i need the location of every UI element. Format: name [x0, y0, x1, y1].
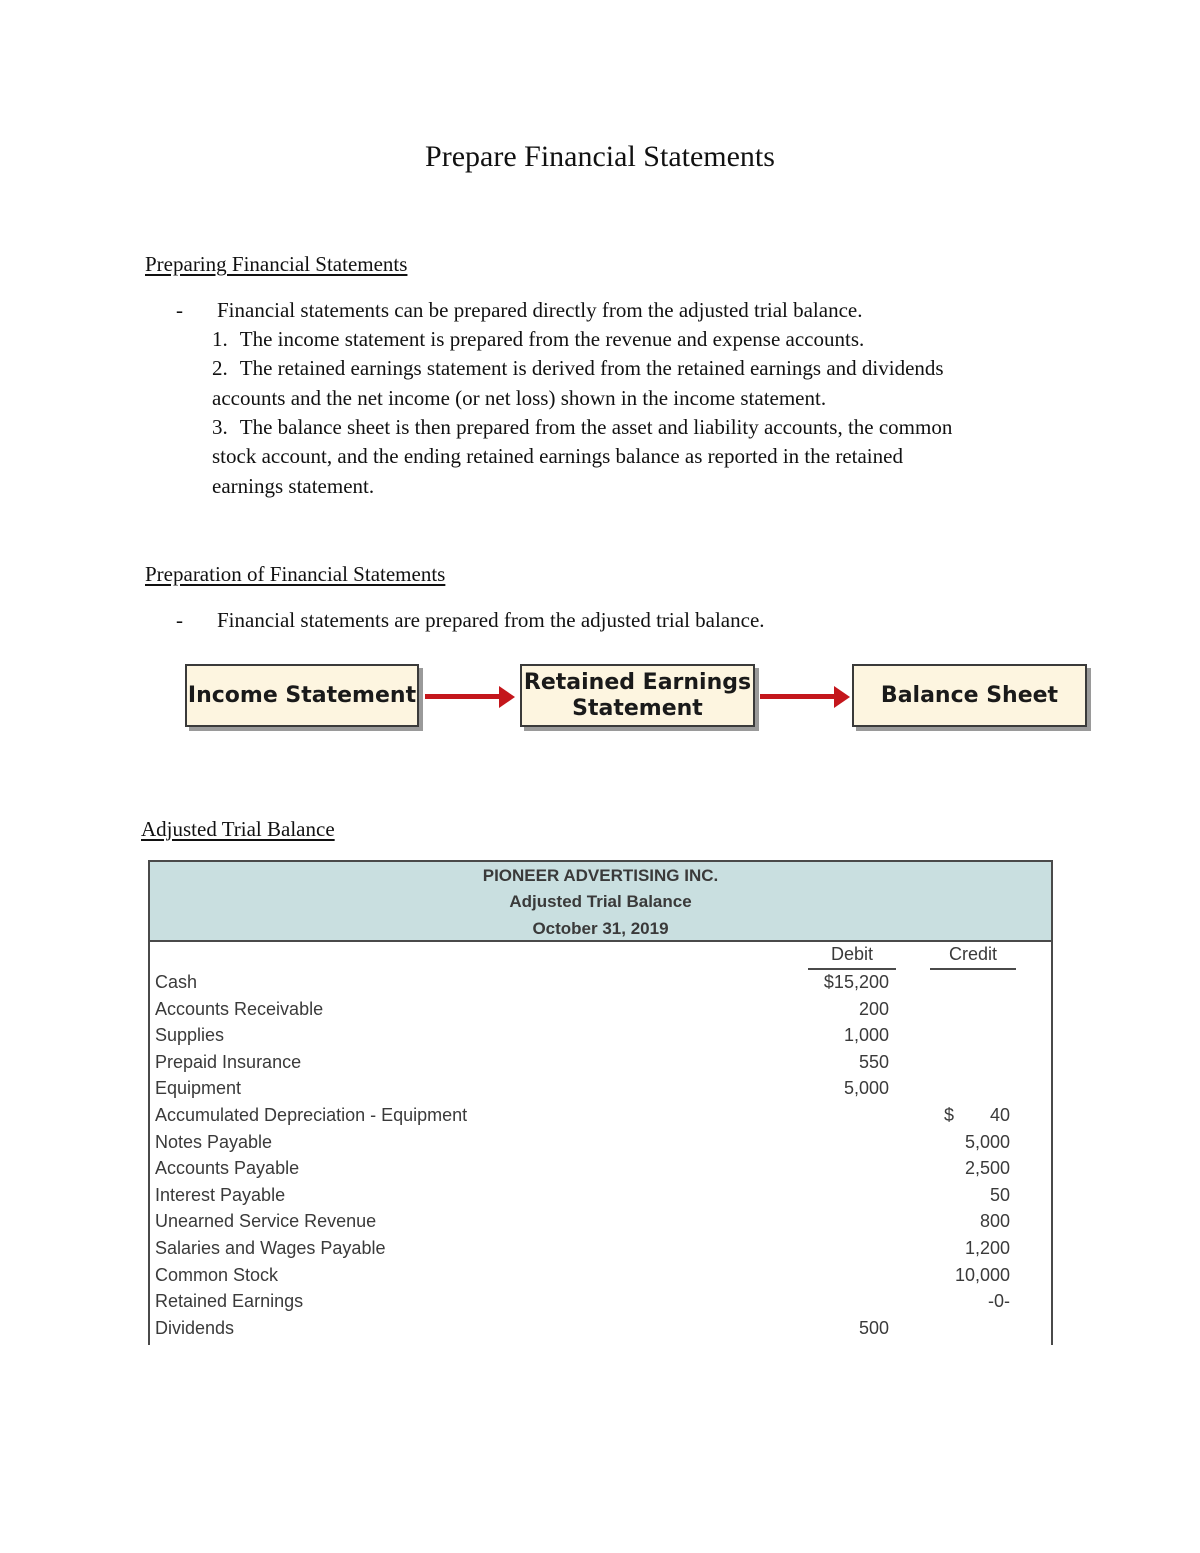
flow-box-retained-earnings-statement: [520, 664, 755, 727]
point-text: The income statement is prepared from the revenue and expense accounts.: [239, 327, 865, 351]
table-row: [148, 1132, 1053, 1158]
flow-box-label: Balance Sheet: [880, 682, 1059, 708]
table-row: [148, 1265, 1053, 1291]
currency-symbol: $: [944, 1105, 955, 1125]
flow-arrow-2: [760, 686, 850, 708]
trial-balance-header: [148, 860, 1053, 942]
table-row: [148, 1052, 1053, 1078]
numbered-point-2-continued: accounts and the net income (or net loss) shown in the income statement.: [212, 386, 827, 410]
page-title: Prepare Financial Statements: [425, 140, 775, 173]
company-name: PIONEER ADVERTISING INC.: [482, 866, 719, 885]
trial-balance-table: [148, 860, 1053, 1345]
account-name: Common Stock: [155, 1264, 279, 1285]
dash-bullet: -: [176, 298, 183, 322]
numbered-point-3-continued: stock account, and the ending retained earnings balance as reported in the retained: [212, 444, 903, 468]
account-name: Accumulated Depreciation - Equipment: [155, 1105, 468, 1125]
account-name: Unearned Service Revenue: [155, 1211, 377, 1232]
account-name: Interest Payable: [155, 1184, 286, 1205]
debit-amount: 1,000: [843, 1025, 889, 1046]
account-name: Supplies: [155, 1025, 225, 1046]
debit-amount: 200: [858, 998, 889, 1019]
numbered-point-3-continued: earnings statement.: [212, 474, 375, 498]
credit-amount: 5,000: [964, 1131, 1010, 1152]
point-number: 3.: [212, 415, 228, 439]
flow-box-income-statement: [185, 664, 419, 727]
flow-box-label: Income Statement: [187, 682, 417, 708]
account-name: Retained Earnings: [155, 1291, 304, 1312]
credit-amount: -0-: [988, 1291, 1010, 1312]
credit-column-header: Credit: [948, 944, 997, 964]
table-row: [148, 1291, 1053, 1317]
flow-arrow-1: [425, 686, 515, 708]
numbered-point-2: [212, 354, 944, 384]
debit-amount: 5,000: [843, 1078, 889, 1099]
credit-amount: 40: [989, 1105, 1010, 1125]
credit-amount: 2,500: [964, 1158, 1010, 1179]
account-name: Cash: [155, 972, 198, 992]
table-row: [148, 1211, 1053, 1237]
point-number: 2.: [212, 356, 228, 380]
debit-column-header: Debit: [830, 944, 874, 964]
account-name: Dividends: [155, 1317, 235, 1338]
debit-amount: 500: [858, 1317, 889, 1338]
table-row: [148, 999, 1053, 1025]
debit-amount: $15,200: [823, 972, 889, 992]
flow-box-label: Retained Earnings Statement: [523, 669, 752, 721]
debit-column-rule: [808, 968, 896, 970]
credit-column-rule: [930, 968, 1016, 970]
table-row: [148, 1105, 1053, 1131]
table-row: [148, 1238, 1053, 1264]
account-name: Equipment: [155, 1078, 242, 1099]
account-name: Notes Payable: [155, 1131, 273, 1152]
credit-amount: 10,000: [954, 1264, 1010, 1285]
table-row: [148, 972, 1053, 998]
point-text: The balance sheet is then prepared from the asset and liability accounts, the common: [239, 415, 953, 439]
section-heading-preparing: Preparing Financial Statements: [145, 252, 408, 276]
table-row: [148, 1318, 1053, 1344]
statement-name: Adjusted Trial Balance: [509, 892, 692, 911]
numbered-point-1: [212, 325, 864, 355]
bullet-text: Financial statements can be prepared directly from the adjusted trial balance.: [217, 298, 863, 322]
account-name: Prepaid Insurance: [155, 1051, 302, 1072]
credit-amount: 800: [979, 1211, 1010, 1232]
flow-box-balance-sheet: [852, 664, 1087, 727]
point-number: 1.: [212, 327, 228, 351]
section-heading-preparation: Preparation of Financial Statements: [145, 562, 446, 586]
credit-amount: 50: [989, 1184, 1010, 1205]
section-heading-adjusted-trial-balance: Adjusted Trial Balance: [141, 817, 335, 841]
account-name: Accounts Receivable: [155, 998, 324, 1019]
account-name: Accounts Payable: [155, 1158, 300, 1179]
numbered-point-3: [212, 413, 952, 443]
table-row: [148, 1078, 1053, 1104]
dash-bullet: -: [176, 608, 183, 632]
table-row: [148, 1158, 1053, 1184]
credit-amount: 1,200: [964, 1238, 1010, 1258]
bullet-text: Financial statements are prepared from the adjusted trial balance.: [217, 608, 765, 632]
table-row: [148, 1025, 1053, 1051]
account-name: Salaries and Wages Payable: [155, 1238, 386, 1258]
debit-amount: 550: [858, 1051, 889, 1072]
statement-date: October 31, 2019: [532, 919, 669, 938]
table-row: [148, 1185, 1053, 1211]
point-text: The retained earnings statement is derived from the retained earnings and dividends: [239, 356, 944, 380]
